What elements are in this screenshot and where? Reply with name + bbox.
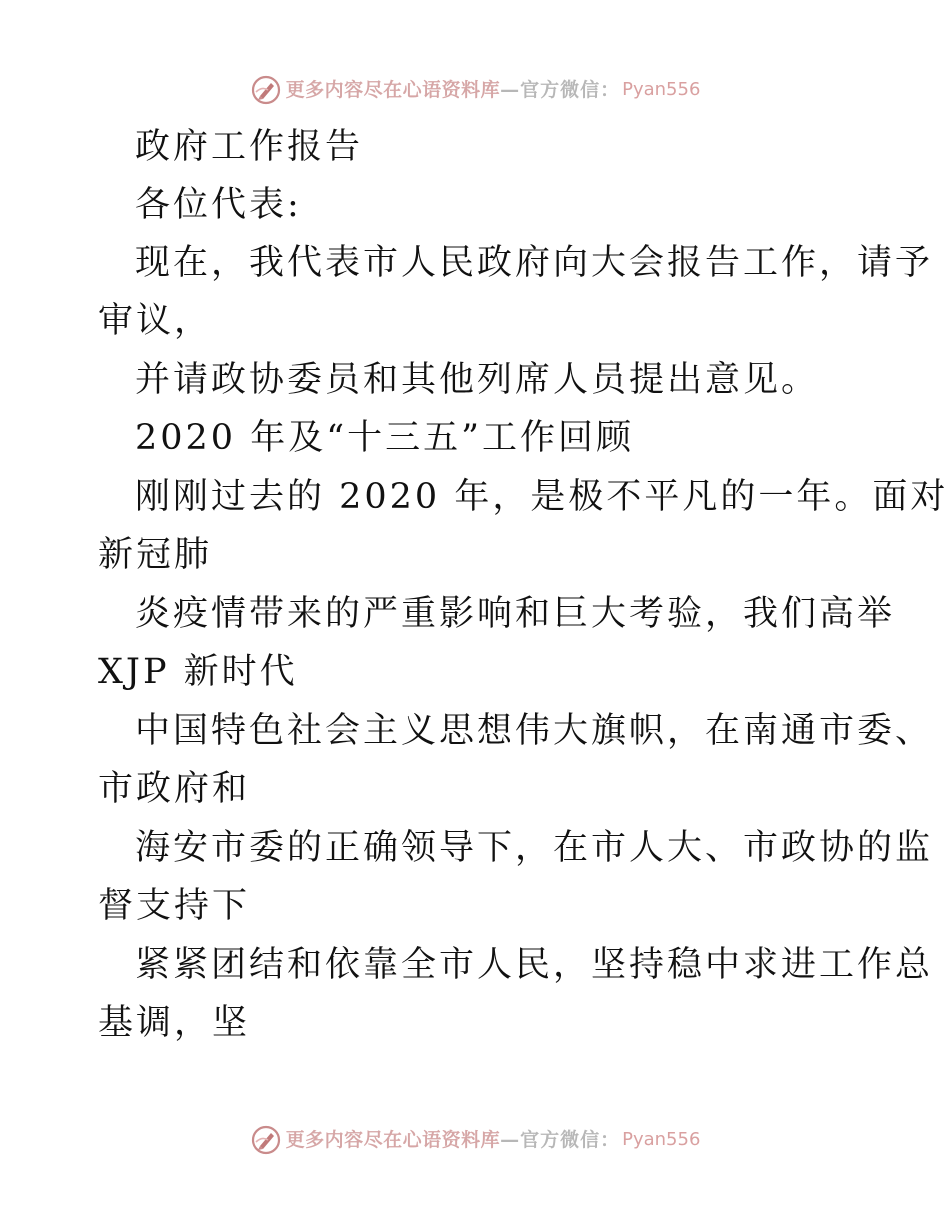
banner-wechat-id: Pyan556 xyxy=(622,79,701,100)
banner-main-text: 更多内容尽在心语资料库 xyxy=(285,79,501,101)
banner-sub-text: —官方微信： xyxy=(500,79,621,101)
text-line: 新冠肺 xyxy=(98,535,213,575)
text-line: 中国特色社会主义思想伟大旗帜，在南通市委、 xyxy=(135,711,934,751)
title-line: 政府工作报告 xyxy=(135,127,364,167)
text-line: 市政府和 xyxy=(98,769,251,809)
text-line: 刚刚过去的 2020 年，是极不平凡的一年。面对 xyxy=(135,477,949,517)
banner-sub-text: —官方微信： xyxy=(500,1129,621,1151)
header-watermark-banner xyxy=(0,70,950,110)
text-line: 紧紧团结和依靠全市人民，坚持稳中求进工作总 xyxy=(135,945,934,985)
text-line: 督支持下 xyxy=(98,886,251,926)
text-line: 审议， xyxy=(98,301,213,341)
pen-logo-icon xyxy=(250,74,282,106)
section-heading-line: 2020 年及“十三五”工作回顾 xyxy=(135,418,634,458)
footer-watermark-banner xyxy=(0,1120,950,1160)
pen-logo-icon xyxy=(250,1124,282,1156)
text-line: 现在，我代表市人民政府向大会报告工作，请予 xyxy=(135,243,934,283)
text-line: 各位代表: xyxy=(135,185,302,225)
banner-main-text: 更多内容尽在心语资料库 xyxy=(285,1129,501,1151)
text-line: 海安市委的正确领导下，在市人大、市政协的监 xyxy=(135,828,934,868)
text-line: XJP 新时代 xyxy=(98,652,298,692)
text-line: 并请政协委员和其他列席人员提出意见。 xyxy=(135,360,820,400)
text-line: 基调，坚 xyxy=(98,1003,251,1043)
text-line: 炎疫情带来的严重影响和巨大考验，我们高举 xyxy=(135,594,896,634)
banner-wechat-id: Pyan556 xyxy=(622,1129,701,1150)
